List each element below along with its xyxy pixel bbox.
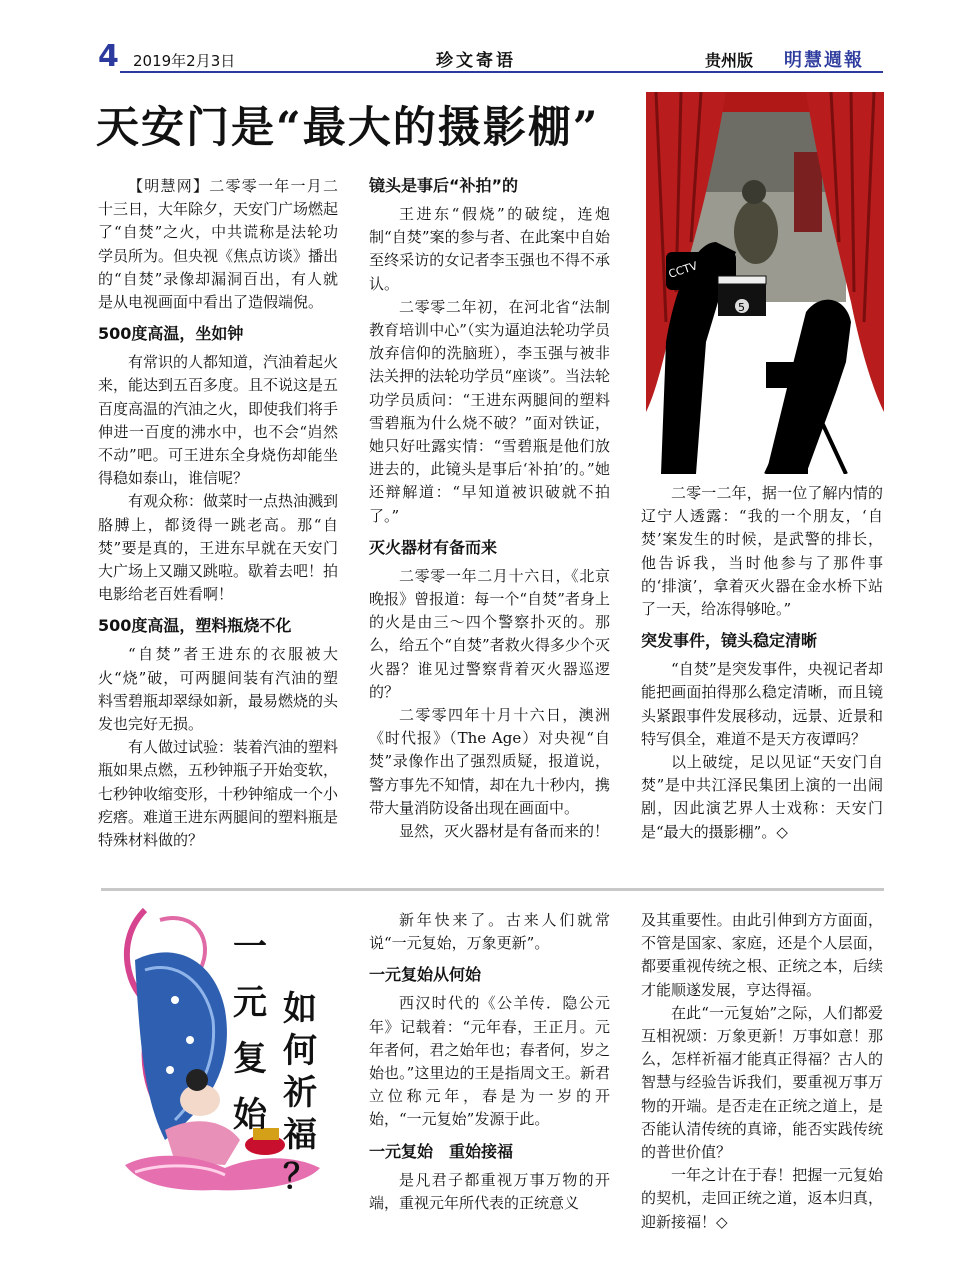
paragraph: 二零零二年初，在河北省“法制教育培训中心”（实为逼迫法轮功学员放弃信仰的洗脑班），李玉强与被非法关押的法轮功学员“座谈”。当法轮功学员质问：“王进东两腿间的塑料雪碧瓶为什么烧不破？”面对铁证，她只好吐露实情：“雪碧瓶是他们放进去的，此镜头是事后‘补拍’的。”她还辩解道：“早知道被识破就不拍了。” bbox=[369, 297, 610, 525]
paper-masthead: 明慧週報 bbox=[784, 50, 864, 71]
art-title-char: 始 bbox=[233, 1095, 267, 1135]
article1-column-2 bbox=[369, 175, 610, 843]
paragraph: 一年之计在于春！把握一元复始的契机，走回正统之道，返本归真，迎新接福！◇ bbox=[641, 1166, 883, 1231]
stage-photo bbox=[646, 92, 884, 474]
article1-column-1 bbox=[98, 175, 338, 852]
new-year-artwork bbox=[105, 900, 355, 1200]
paragraph: 有观众称：做菜时一点热油溅到胳膊上，都烫得一跳老高。那“自焚”要是真的，王进东早就在天安门大广场上又蹦又跳啦。歇着去吧！拍电影给老百姓看啊！ bbox=[98, 492, 339, 604]
art-title-char: 复 bbox=[233, 1039, 267, 1079]
section-title: 珍文寄语 bbox=[436, 51, 516, 71]
art-title-char: ？ bbox=[283, 1157, 317, 1197]
subheading: 一元复始从何始 bbox=[369, 965, 482, 985]
fairy-illustration bbox=[105, 900, 355, 1200]
subheading: 一元复始 重始接福 bbox=[369, 1141, 514, 1161]
subheading: 500度高温，塑料瓶烧不化 bbox=[98, 616, 292, 636]
article2-column-2 bbox=[641, 909, 883, 1234]
art-title-char: 元 bbox=[233, 983, 267, 1023]
article1-column-3 bbox=[641, 482, 883, 844]
source-tag: 【明慧网】 bbox=[128, 177, 210, 195]
article-headline: 天安门是“最大的摄影棚” bbox=[96, 103, 600, 153]
header-rule bbox=[120, 71, 883, 73]
article2-column-1 bbox=[369, 909, 610, 1215]
cctv-label: CCTV bbox=[666, 259, 700, 281]
subheading: 500度高温，坐如钟 bbox=[98, 324, 244, 344]
paragraph: “自焚”是突发事件，央视记者却能把画面拍得那么稳定清晰，而且镜头紧跟事件发展移动，远景、近景和特写俱全，难道不是天方夜谭吗？ bbox=[641, 660, 883, 748]
paragraph: 有人做过试验：装着汽油的塑料瓶如果点燃，五秒钟瓶子开始变软，七秒钟收缩变形，十秒钟缩成一个小疙瘩。难道王进东两腿间的塑料瓶是特殊材料做的？ bbox=[98, 738, 339, 850]
paragraph: 是凡君子都重视万事万物的开端，重视元年所代表的正统意义 bbox=[369, 1170, 610, 1212]
paragraph: 二零一二年，据一位了解内情的辽宁人透露：“我的一个朋友，‘自焚’案发生的时候，是武警的排长，他告诉我，当时他参与了那件事的‘排演’，拿着灭火器在金水桥下站了一天，给冻得够呛。” bbox=[641, 484, 883, 619]
art-title-2 bbox=[283, 989, 317, 1197]
subheading: 突发事件，镜头稳定清晰 bbox=[641, 631, 818, 651]
curtain-camera-illustration bbox=[646, 92, 884, 474]
art-title-char: 祈 bbox=[283, 1073, 317, 1113]
paragraph: 及其重要性。由此引伸到方方面面，不管是国家、家庭，还是个人层面，都要重视传统之根、正统之本，后续才能顺遂发展，亨达得福。 bbox=[641, 911, 883, 999]
paragraph: “自焚”者王进东的衣服被大火“烧”破，可两腿间装有汽油的塑料雪碧瓶却翠绿如新，最易燃烧的头发也完好无损。 bbox=[98, 645, 339, 734]
clapper-number: 5 bbox=[738, 301, 745, 314]
paragraph: 以上破绽，足以见证“天安门自焚”是中共江泽民集团上演的一出闹剧，因此演艺界人士戏称：天安门是“最大的摄影棚”。◇ bbox=[641, 753, 883, 841]
art-title-char: 福 bbox=[283, 1115, 317, 1155]
paragraph: 王进东“假烧”的破绽，连炮制“自焚”案的参与者、在此案中自始至终采访的女记者李玉强也不得不承认。 bbox=[369, 205, 610, 293]
paragraph: 新年快来了。古来人们就常说“一元复始，万象更新”。 bbox=[369, 911, 610, 953]
subheading: 灭火器材有备而来 bbox=[369, 537, 498, 557]
art-title-1 bbox=[233, 927, 268, 1135]
issue-date: 2019年2月3日 bbox=[133, 52, 236, 70]
art-title-char: 如 bbox=[283, 989, 317, 1029]
subheading: 镜头是事后“补拍”的 bbox=[369, 176, 519, 195]
paragraph: 有常识的人都知道，汽油着起火来，能达到五百多度。且不说这是五百度高温的汽油之火，即使我们将手伸进一百度的沸水中，也不会“岿然不动”吧。可王进东全身烧伤却能坐得稳如泰山，谁信呢？ bbox=[98, 353, 339, 488]
art-title-char: 一 bbox=[233, 927, 267, 967]
art-title-char: 何 bbox=[283, 1031, 317, 1071]
edition-label: 贵州版 bbox=[705, 51, 754, 70]
paragraph: 二零零四年十月十六日，澳洲《时代报》（The Age）对央视“自焚”录像作出了强烈质疑，报道说，警方事先不知情，却在九十秒内，携带大量消防设备出现在画面中。 bbox=[369, 706, 610, 817]
paragraph-text: 二零零一年一月二十三日，大年除夕，天安门广场燃起了“自焚”之火，中共谎称是法轮功学员所为。但央视《焦点访谈》播出的“自焚”录像却漏洞百出，有人就是从电视画面中看出了造假端倪。 bbox=[98, 177, 339, 312]
paragraph: 西汉时代的《公羊传．隐公元年》记载着：“元年春，王正月。元年者何，君之始年也；春者何，岁之始也。”这里边的王是指周文王。新君立位称元年，春是为一岁的开始，“一元复始”发源于此。 bbox=[369, 994, 610, 1129]
paragraph bbox=[98, 175, 338, 314]
paragraph: 二零零一年二月十六日，《北京晚报》曾报道：每一个“自焚”者身上的火是由三～四个警察扑灭的。那么，给五个“自焚”者救火得多少个灭火器？谁见过警察背着灭火器巡逻的？ bbox=[369, 566, 610, 701]
page-number: 4 bbox=[98, 39, 119, 74]
section-divider bbox=[101, 888, 884, 891]
paragraph: 显然，灭火器材是有备而来的！ bbox=[399, 822, 610, 841]
paragraph: 在此“一元复始”之际，人们都爱互相祝颂：万象更新！万事如意！那么，怎样祈福才能真正得福？古人的智慧与经验告诉我们，要重视万事万物的开端。是否走在正统之道上，是否能认清传统的真谛，能否实践传统的普世价值？ bbox=[641, 1003, 883, 1162]
